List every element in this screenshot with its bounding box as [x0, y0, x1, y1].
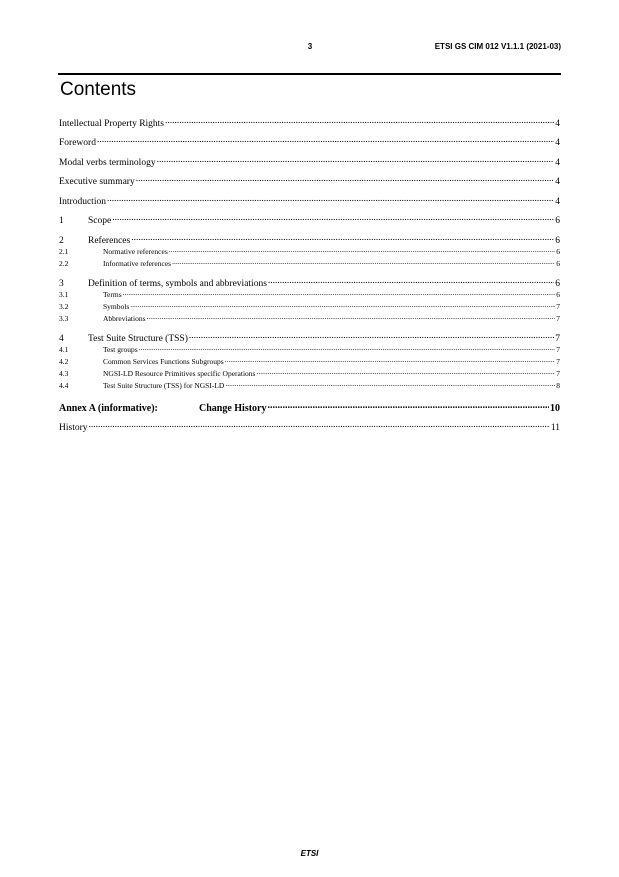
contents-title: Contents: [60, 79, 137, 100]
toc-entry-title: Common Services Functions Subgroups: [103, 356, 224, 366]
toc-entry[interactable]: [59, 368, 560, 378]
toc-entry[interactable]: [59, 332, 560, 345]
toc-entry-number: 3.2: [59, 301, 69, 311]
footer-organization: ETSI: [300, 849, 319, 858]
page-number: 3: [307, 42, 313, 51]
toc-dot-leader: [225, 356, 556, 364]
toc-entry-page: 7: [556, 368, 560, 378]
toc-dot-leader: [147, 313, 556, 321]
toc-entry-page: 11: [550, 422, 560, 433]
header-rule: [58, 73, 561, 75]
toc-entry-title: Test Suite Structure (TSS) for NGSI-LD: [103, 380, 225, 390]
toc-entry-number: 2.1: [59, 246, 69, 256]
toc-entry-page: 4: [555, 138, 560, 148]
toc-entry-number: 3.1: [59, 289, 69, 299]
toc-entry-page: 6: [556, 258, 560, 268]
toc-dot-leader: [268, 277, 554, 287]
toc-entry-title: History: [59, 422, 88, 433]
toc-entry-title: Test groups: [103, 344, 138, 354]
toc-dot-leader: [172, 258, 555, 266]
toc-entry[interactable]: [59, 420, 560, 433]
toc-dot-leader: [225, 380, 555, 388]
toc-entry-title: Test Suite Structure (TSS): [88, 334, 188, 344]
toc-entry-page: 4: [555, 177, 560, 187]
toc-entry-number: 4: [59, 334, 64, 344]
toc-entry[interactable]: [59, 313, 560, 323]
toc-entry[interactable]: [59, 401, 560, 414]
toc-entry[interactable]: [59, 234, 560, 247]
toc-entry[interactable]: [59, 136, 560, 149]
toc-dot-leader: [256, 368, 555, 376]
toc-entry-page: 4: [555, 196, 560, 207]
toc-entry-page: 7: [556, 301, 560, 311]
toc-entry-title: Normative references: [103, 246, 168, 256]
toc-entry-number: 4.4: [59, 380, 69, 390]
toc-entry-title: Scope: [88, 216, 112, 226]
toc-entry-number: 2: [59, 236, 64, 246]
toc-entry-page: 6: [555, 279, 560, 289]
toc-entry-page: 7: [555, 334, 560, 344]
toc-entry-page: 4: [555, 157, 560, 168]
toc-entry-title: Foreword: [59, 138, 96, 148]
toc-dot-leader: [139, 344, 556, 352]
toc-entry-title: Intellectual Property Rights: [59, 118, 165, 129]
toc-entry-page: 8: [556, 380, 560, 390]
toc-entry[interactable]: [59, 277, 560, 290]
toc-entry-title: NGSI-LD Resource Primitives specific Operations: [103, 368, 256, 378]
toc-entry[interactable]: [59, 289, 560, 299]
toc-entry[interactable]: [59, 258, 560, 268]
toc-entry[interactable]: [59, 116, 560, 129]
toc-entry[interactable]: [59, 356, 560, 366]
toc-entry-number: 4.2: [59, 356, 69, 366]
toc-entry-number: 3: [59, 279, 64, 289]
toc-entry-number: Annex A (informative):: [59, 403, 158, 414]
toc-dot-leader: [107, 194, 554, 204]
toc-entry-title: Introduction: [59, 196, 106, 207]
toc-dot-leader: [136, 175, 555, 185]
toc-entry-title: Abbreviations: [103, 313, 146, 323]
toc-entry-title: Executive summary: [59, 177, 135, 187]
toc-entry[interactable]: [59, 194, 560, 207]
toc-entry-title: Terms: [103, 289, 122, 299]
toc-dot-leader: [112, 214, 554, 224]
toc-entry-page: 6: [556, 289, 560, 299]
toc-entry-title: Informative references: [103, 258, 172, 268]
toc-entry-title: Definition of terms, symbols and abbreviations: [88, 279, 267, 289]
toc-entry-number: 2.2: [59, 258, 69, 268]
toc-entry-number: 3.3: [59, 313, 69, 323]
toc-entry[interactable]: [59, 214, 560, 227]
toc-entry-number: 4.1: [59, 344, 69, 354]
toc-entry-title: Symbols: [103, 301, 130, 311]
toc-entry[interactable]: [59, 344, 560, 354]
toc-dot-leader: [123, 289, 556, 297]
toc-entry-page: 4: [555, 118, 560, 129]
toc-entry[interactable]: [59, 301, 560, 311]
toc-dot-leader: [189, 332, 554, 342]
toc-entry[interactable]: [59, 155, 560, 168]
toc-dot-leader: [165, 116, 554, 126]
toc-entry-title: Change History: [199, 403, 267, 414]
toc-dot-leader: [131, 234, 554, 244]
toc-entry-page: 6: [555, 216, 560, 226]
toc-dot-leader: [268, 401, 550, 411]
document-reference: ETSI GS CIM 012 V1.1.1 (2021-03): [434, 42, 561, 51]
toc-entry-title: Modal verbs terminology: [59, 157, 156, 168]
toc-entry-title: References: [88, 236, 131, 246]
toc-dot-leader: [97, 136, 554, 146]
toc-entry-number: 1: [59, 216, 64, 226]
toc-entry-page: 6: [555, 236, 560, 246]
toc-dot-leader: [157, 155, 555, 165]
toc-entry[interactable]: [59, 246, 560, 256]
toc-entry-page: 7: [556, 356, 560, 366]
toc-entry-page: 10: [550, 403, 560, 414]
toc-dot-leader: [169, 246, 555, 254]
toc-entry-page: 6: [556, 246, 560, 256]
toc-entry[interactable]: [59, 380, 560, 390]
toc-entry-page: 7: [556, 344, 560, 354]
toc-entry-page: 7: [556, 313, 560, 323]
toc-entry-number: 4.3: [59, 368, 69, 378]
toc-dot-leader: [89, 420, 550, 430]
toc-dot-leader: [130, 301, 555, 309]
toc-entry[interactable]: [59, 175, 560, 188]
